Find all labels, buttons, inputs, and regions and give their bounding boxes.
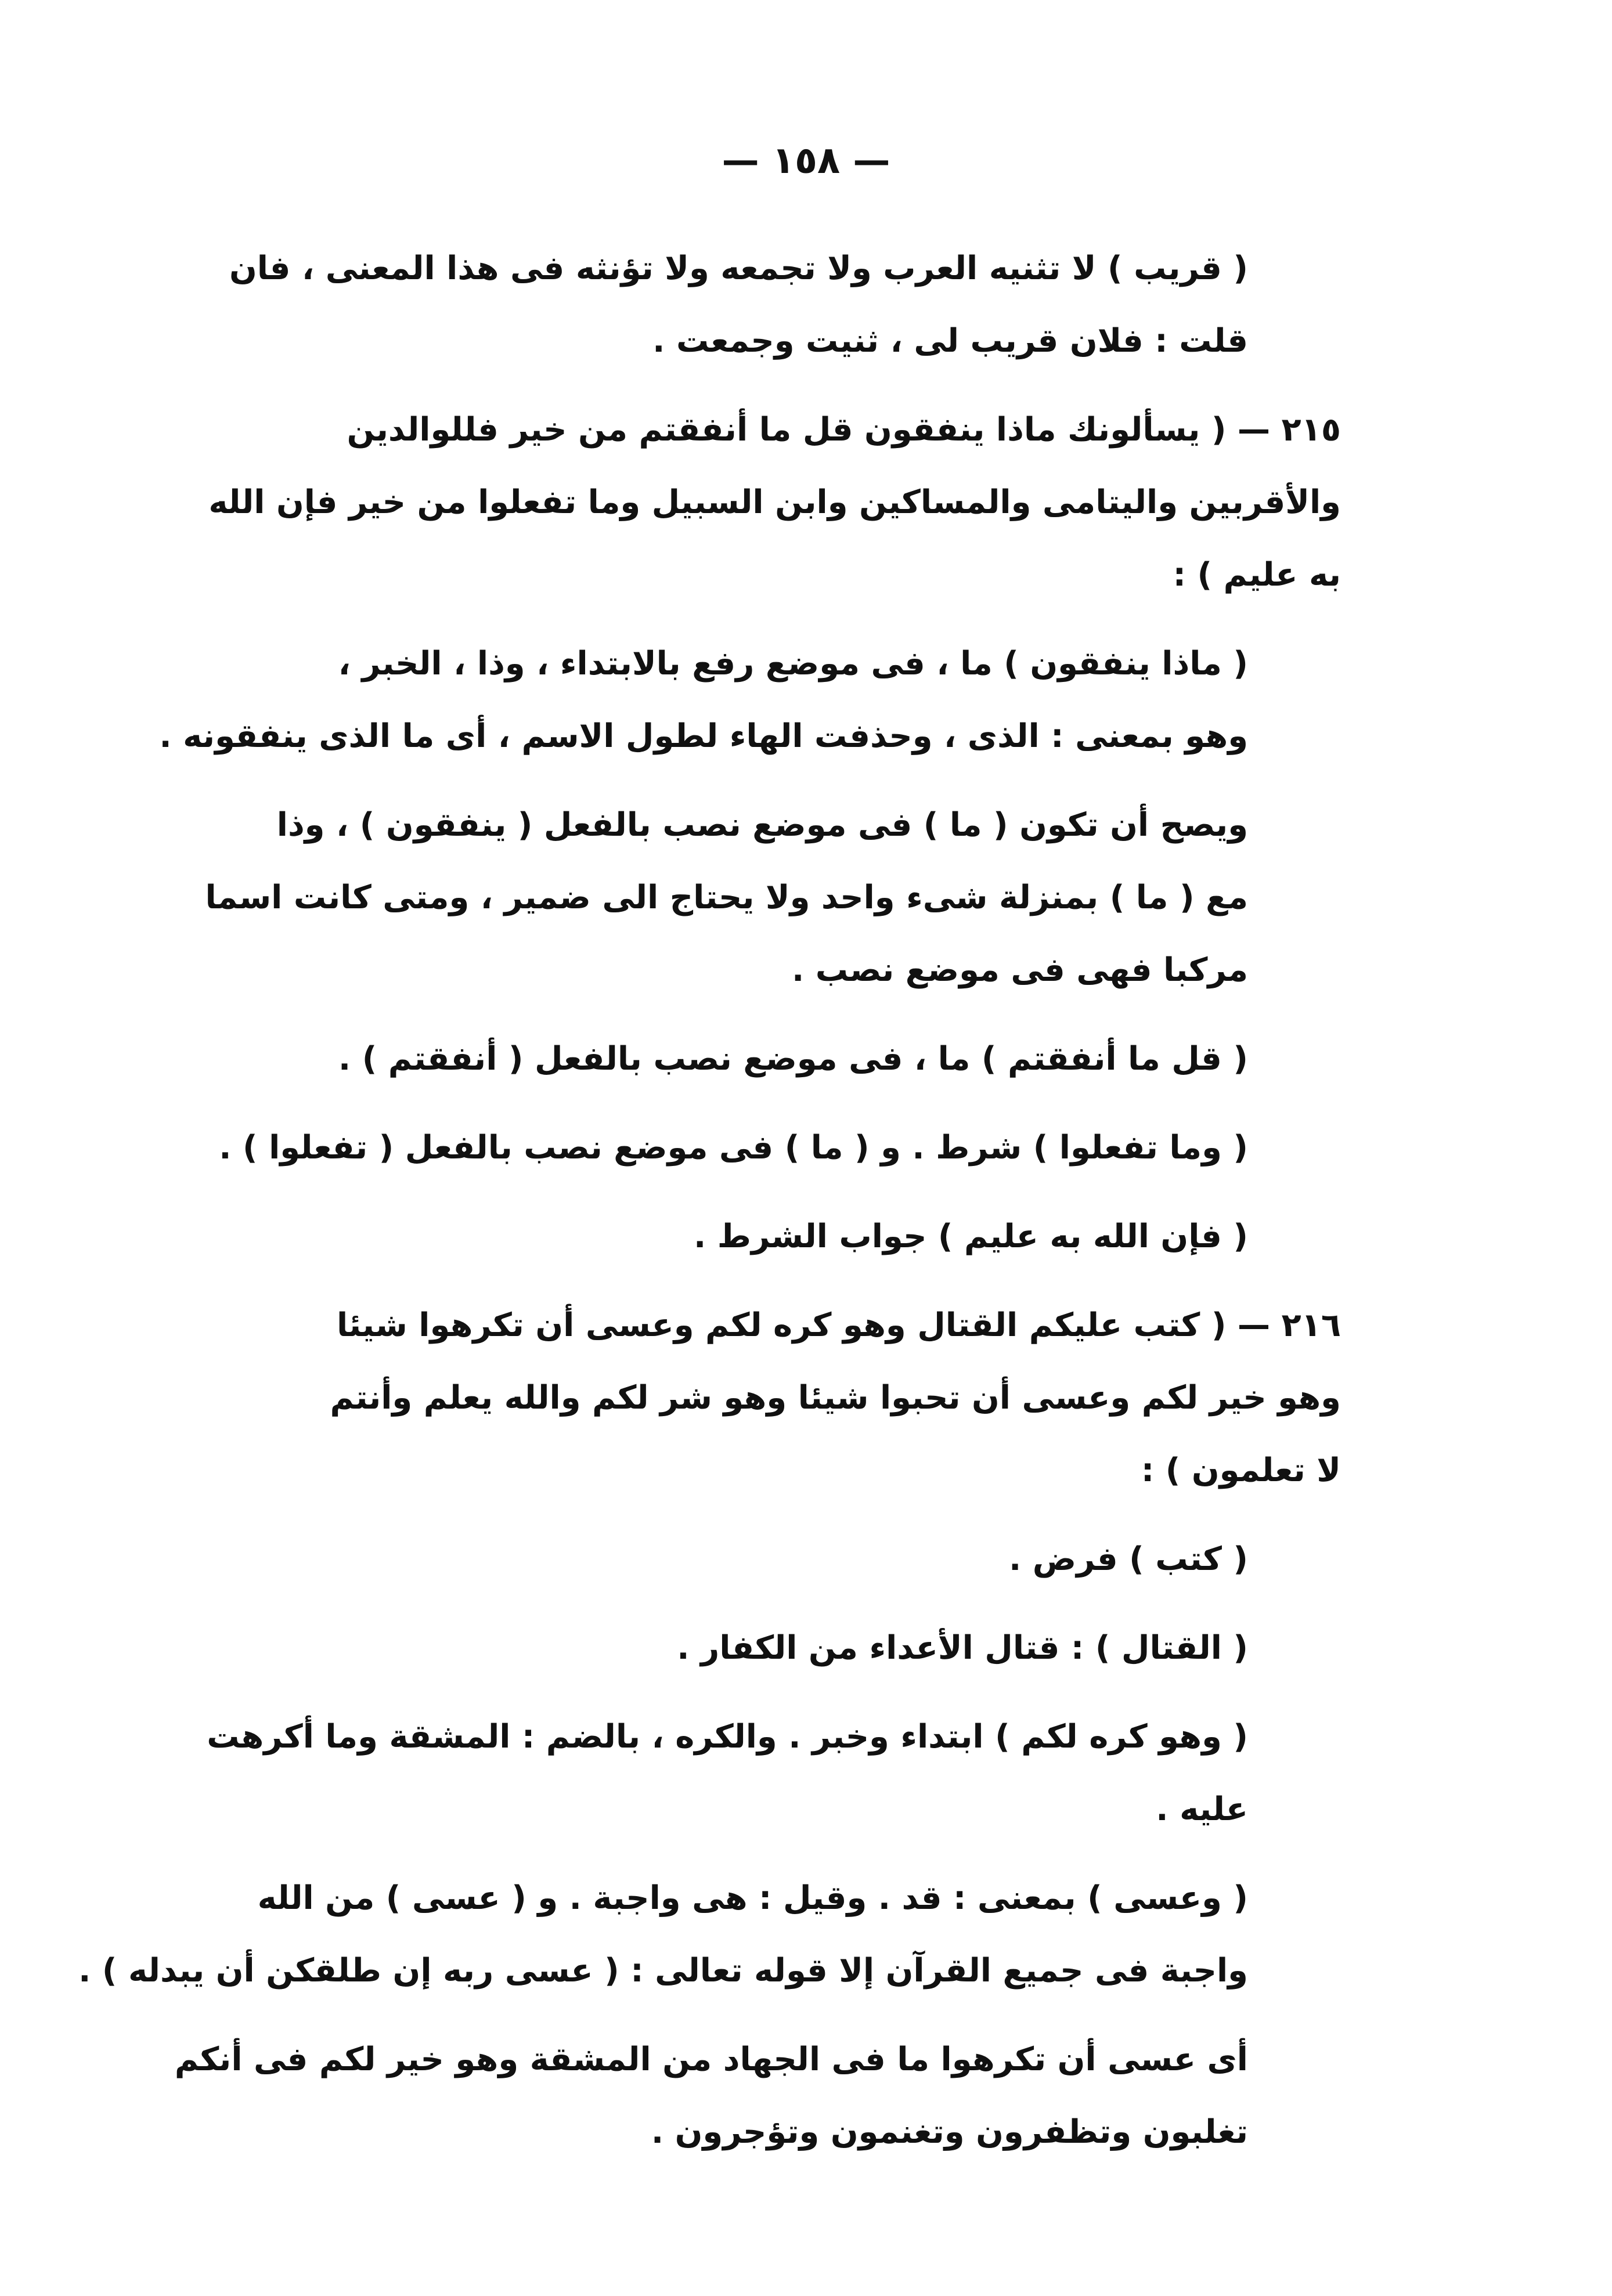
text-line: ويصح أن تكون ( ما ) فى موضع نصب بالفعل ( ينفقون ) ، وذا	[276, 806, 1248, 844]
text-line: تغلبون وتظفرون وتغنمون وتؤجرون .	[651, 2113, 1248, 2151]
paragraph	[221, 1523, 1341, 1595]
paragraph	[208, 394, 1341, 611]
paragraph	[221, 1111, 1341, 1184]
text-line: مركبا فهى فى موضع نصب .	[792, 951, 1248, 989]
paragraph	[174, 2023, 1341, 2168]
text-line: ( ماذا ينفقون ) ما ، فى موضع رفع بالابتداء ، وذا ، الخبر ،	[338, 645, 1248, 683]
text-line: ( وهو كره لكم ) ابتداء وخبر . والكره ، بالضم : المشقة وما أكرهت	[207, 1718, 1248, 1756]
paragraph	[78, 1862, 1341, 2007]
text-line: أى عسى أن تكرهوا ما فى الجهاد من المشقة وهو خير لكم فى أنكم	[174, 2041, 1248, 2078]
paragraph	[207, 1701, 1341, 1846]
paragraph	[221, 1023, 1341, 1095]
text-line: مع ( ما ) بمنزلة شىء واحد ولا يحتاج الى ضمير ، ومتى كانت اسما	[205, 879, 1248, 916]
paragraph	[205, 789, 1341, 1006]
text-line: عليه .	[1156, 1790, 1248, 1828]
page-body	[78, 232, 1341, 2185]
text-line: به عليم ) :	[1173, 556, 1341, 594]
text-line: قلت : فلان قريب لى ، ثنيت وجمعت .	[652, 322, 1248, 360]
text-line: ( قل ما أنفقتم ) ما ، فى موضع نصب بالفعل ( أنفقتم ) .	[338, 1040, 1248, 1078]
text-line: واجبة فى جميع القرآن إلا قوله تعالى : ( عسى ربه إن طلقكن أن يبدله ) .	[78, 1952, 1248, 1990]
text-line: ( قريب ) لا تثنيه العرب ولا تجمعه ولا تؤنثه فى هذا المعنى ، فان	[229, 250, 1248, 287]
page-number: — ١٥٨ —	[722, 139, 890, 182]
text-line: ( القتال ) : قتال الأعداء من الكفار .	[677, 1629, 1248, 1667]
paragraph	[221, 1289, 1341, 1507]
text-line: ( كتب ) فرض .	[1009, 1540, 1248, 1578]
text-line: وهو خير لكم وعسى أن تحبوا شيئا وهو شر لكم والله يعلم وأنتم	[330, 1379, 1341, 1417]
text-line: لا تعلمون ) :	[1141, 1452, 1341, 1489]
text-line: ٢١٥ — ( يسألونك ماذا ينفقون قل ما أنفقتم من خير فللوالدين	[347, 411, 1341, 449]
paragraph	[159, 627, 1341, 772]
text-line: ( فإن الله به عليم ) جواب الشرط .	[694, 1218, 1248, 1255]
text-line: ٢١٦ — ( كتب عليكم القتال وهو كره لكم وعسى أن تكرهوا شيئا	[336, 1306, 1341, 1344]
text-line: ( وما تفعلوا ) شرط . و ( ما ) فى موضع نصب بالفعل ( تفعلوا ) .	[219, 1129, 1248, 1167]
text-line: ( وعسى ) بمعنى : قد . وقيل : هى واجبة . و ( عسى ) من الله	[257, 1879, 1248, 1917]
text-line: وهو بمعنى : الذى ، وحذفت الهاء لطول الاسم ، أى ما الذى ينفقونه .	[159, 717, 1248, 755]
paragraph	[221, 1612, 1341, 1684]
paragraph	[221, 1200, 1341, 1273]
text-line: والأقربين واليتامى والمساكين وابن السبيل وما تفعلوا من خير فإن الله	[208, 483, 1341, 521]
paragraph	[221, 232, 1341, 377]
